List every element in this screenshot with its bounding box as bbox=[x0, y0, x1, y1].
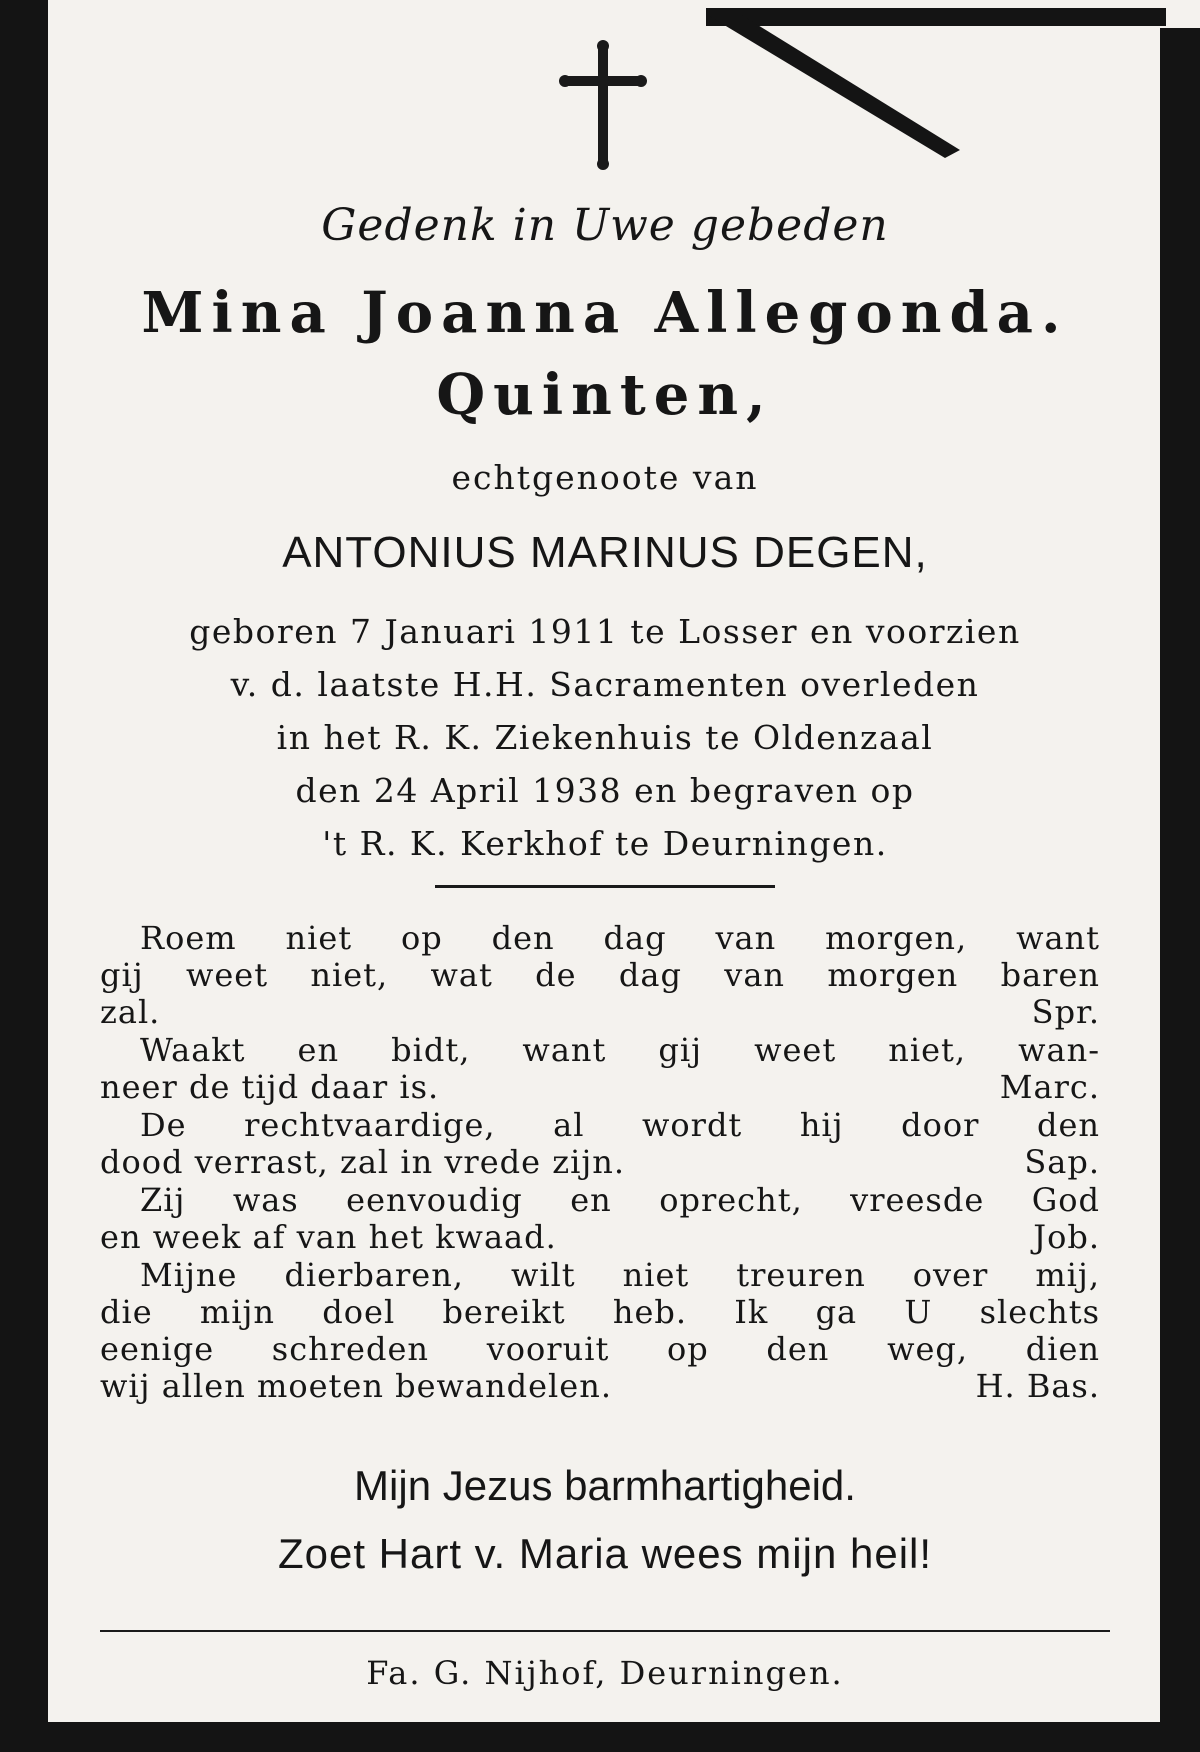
divider-top bbox=[435, 885, 775, 888]
cross-icon bbox=[553, 40, 653, 170]
quote-line: Mijne dierbaren, wilt niet treuren over mij, bbox=[140, 1256, 1100, 1294]
spouse-intro: echtgenoote van bbox=[451, 458, 759, 497]
quote bbox=[100, 1107, 1100, 1181]
quote-line: die mijn doel bereikt heb. Ik ga U slechts bbox=[100, 1293, 1100, 1331]
divider-bottom bbox=[100, 1630, 1110, 1632]
closing-prayer-1: Mijn Jezus barmhartigheid. bbox=[354, 1462, 856, 1509]
quote-line: Waakt en bidt, want gij weet niet, wan- bbox=[140, 1031, 1100, 1069]
spouse-name: ANTONIUS MARINUS DEGEN, bbox=[282, 528, 928, 577]
mourning-border-left bbox=[0, 0, 48, 1752]
closing-prayer-2: Zoet Hart v. Maria wees mijn heil! bbox=[277, 1530, 933, 1577]
mourning-border-bottom bbox=[0, 1722, 1200, 1752]
quote bbox=[100, 1182, 1100, 1256]
quote-source: Job. bbox=[1033, 1218, 1100, 1256]
bio-line: geboren 7 Januari 1911 te Losser en voorzien bbox=[189, 612, 1021, 651]
quote-line: wij allen moeten bewandelen. bbox=[100, 1367, 612, 1405]
bio-line: v. d. laatste H.H. Sacramenten overleden bbox=[230, 665, 980, 704]
quote-line: eenige schreden vooruit op den weg, dien bbox=[100, 1330, 1100, 1368]
deceased-name-first: Mina Joanna Allegonda. bbox=[141, 280, 1069, 346]
bio-line: den 24 April 1938 en begraven op bbox=[295, 771, 915, 810]
deceased-name-surname: Quinten, bbox=[436, 362, 774, 428]
quote-line: en week af van het kwaad. bbox=[100, 1218, 557, 1256]
quote-source: Marc. bbox=[999, 1068, 1100, 1106]
quote-source: Spr. bbox=[1031, 993, 1100, 1031]
scripture-quotes bbox=[100, 920, 1100, 1406]
quote-line: gij weet niet, wat de dag van morgen baren bbox=[100, 956, 1100, 994]
opening-prayer: Gedenk in Uwe gebeden bbox=[321, 200, 889, 251]
quote-line: zal. bbox=[100, 993, 161, 1031]
biography bbox=[60, 605, 1150, 870]
bio-line: 't R. K. Kerkhof te Deurningen. bbox=[322, 824, 888, 863]
quote-line: De rechtvaardige, al wordt hij door den bbox=[140, 1106, 1100, 1144]
quote bbox=[100, 920, 1100, 1031]
quote-line: Zij was eenvoudig en oprecht, vreesde God bbox=[140, 1181, 1100, 1219]
memorial-card bbox=[60, 40, 1150, 1720]
printer-credit: Fa. G. Nijhof, Deurningen. bbox=[366, 1654, 844, 1692]
quote-line: Roem niet op den dag van morgen, want bbox=[140, 919, 1100, 957]
quote bbox=[100, 1032, 1100, 1106]
quote-line: neer de tijd daar is. bbox=[100, 1068, 440, 1106]
mourning-border-right bbox=[1160, 28, 1200, 1752]
quote-source: Sap. bbox=[1024, 1143, 1100, 1181]
quote-source: H. Bas. bbox=[975, 1367, 1100, 1405]
quote-line: dood verrast, zal in vrede zijn. bbox=[100, 1143, 626, 1181]
bio-line: in het R. K. Ziekenhuis te Oldenzaal bbox=[276, 718, 934, 757]
quote bbox=[100, 1257, 1100, 1405]
